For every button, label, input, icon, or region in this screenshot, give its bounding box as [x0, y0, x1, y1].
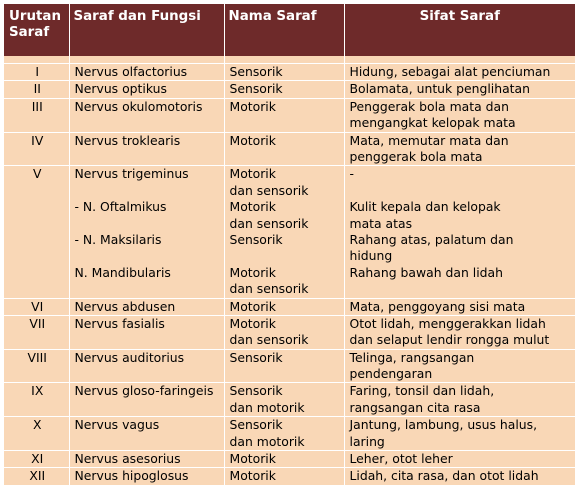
nerve-description-line: penggerak bola mata	[349, 148, 483, 164]
nerve-description-line: Rahang bawah dan lidah	[349, 264, 503, 280]
nerve-number: IX	[4, 383, 69, 417]
nerve-name-line: Nervus hipoglosus	[74, 468, 189, 484]
nerve-number: XI	[4, 451, 69, 468]
nerve-description-cell	[344, 383, 575, 417]
nerve-description-line: hidung	[349, 248, 393, 264]
nerve-name-cell	[69, 349, 224, 383]
nerve-name-line	[75, 434, 221, 450]
nerve-table-container	[4, 4, 575, 497]
nerve-type-line: Motorik	[229, 451, 276, 467]
spacer-cell	[344, 56, 575, 64]
nerve-type-cell	[224, 468, 344, 485]
nerve-name-cell	[69, 468, 224, 485]
nerve-type-line: Motorik	[229, 468, 276, 484]
nerve-description-line: -	[349, 166, 354, 182]
header-urutan-line1: Urutan	[9, 9, 61, 24]
header-nama-saraf: Nama Saraf	[224, 4, 344, 56]
nerve-type-cell	[224, 417, 344, 451]
nerve-description-line: Lidah, cita rasa, dan otot lidah	[349, 468, 539, 484]
nerve-name-line: Nervus abdusen	[74, 298, 176, 314]
nerve-name-line	[75, 366, 221, 382]
nerve-name-line	[75, 216, 221, 232]
nerve-type-line: Sensorik	[229, 383, 283, 399]
table-row	[4, 315, 575, 349]
table-row	[4, 451, 575, 468]
table-row	[4, 349, 575, 383]
nerve-number: XII	[4, 468, 69, 485]
nerve-name-cell	[69, 383, 224, 417]
nerve-name-line: Nervus okulomotoris	[74, 98, 203, 114]
spacer-cell	[224, 56, 344, 64]
nerve-name-line: N. Mandibularis	[74, 264, 171, 280]
nerve-number: I	[4, 64, 69, 81]
nerve-description-line: Penggerak bola mata dan	[349, 98, 509, 114]
nerve-name-line	[75, 149, 221, 165]
header-urutan-line2: Saraf	[9, 25, 50, 41]
nerve-description-cell	[344, 451, 575, 468]
nerve-number: IV	[4, 132, 69, 166]
nerve-type-line: Motorik	[229, 132, 276, 148]
spacer-cell	[69, 56, 224, 64]
nerve-type-line: Motorik	[229, 98, 276, 114]
nerve-number: VII	[4, 315, 69, 349]
nerve-type-line	[230, 248, 341, 264]
nerve-description-line: dan selaput lendir rongga mulut	[349, 332, 550, 348]
nerve-type-line: Motorik	[229, 166, 276, 182]
nerve-name-cell	[69, 298, 224, 315]
nerve-description-cell	[344, 349, 575, 383]
nerve-name-line: Nervus fasialis	[74, 315, 165, 331]
nerve-number: V	[4, 166, 69, 298]
nerve-type-line	[230, 366, 341, 382]
nerve-type-line: Sensorik	[229, 349, 283, 365]
nerve-description-cell	[344, 64, 575, 81]
nerve-type-cell	[224, 132, 344, 166]
nerve-type-line: Sensorik	[229, 64, 283, 79]
table-row	[4, 468, 575, 485]
nerve-description-cell	[344, 132, 575, 166]
table-row	[4, 64, 575, 81]
table-row	[4, 132, 575, 166]
nerve-type-line: dan sensorik	[229, 332, 309, 348]
nerve-type-line: dan motorik	[229, 433, 305, 449]
nerve-description-cell	[344, 81, 575, 98]
nerve-description-line: Mata, memutar mata dan	[349, 132, 509, 148]
nerve-name-cell	[69, 451, 224, 468]
header-urutan-saraf	[4, 4, 69, 56]
nerve-type-line	[230, 115, 341, 131]
nerve-type-line: dan sensorik	[229, 182, 309, 198]
table-row	[4, 383, 575, 417]
spacer-cell	[4, 56, 69, 64]
nerve-type-line: Sensorik	[229, 231, 283, 247]
nerve-description-line: Faring, tonsil dan lidah,	[349, 383, 495, 399]
nerve-name-line	[75, 281, 221, 297]
nerve-description-cell	[344, 166, 575, 298]
nerve-number: X	[4, 417, 69, 451]
header-saraf-dan-fungsi: Saraf dan Fungsi	[69, 4, 224, 56]
nerve-description-line: mengangkat kelopak mata	[349, 115, 516, 131]
nerve-description-line: laring	[349, 433, 385, 449]
nerve-name-line: - N. Oftalmikus	[74, 199, 167, 215]
nerve-description-line: Hidung, sebagai alat penciuman	[349, 64, 551, 79]
nerve-type-line: Sensorik	[229, 417, 283, 433]
nerve-description-cell	[344, 315, 575, 349]
nerve-type-line: Motorik	[229, 298, 276, 314]
nerve-description-line: Otot lidah, menggerakkan lidah	[349, 315, 546, 331]
nerve-type-cell	[224, 64, 344, 81]
nerve-name-line: Nervus troklearis	[74, 132, 181, 148]
nerve-description-cell	[344, 468, 575, 485]
table-header-row	[4, 4, 575, 56]
nerve-name-cell	[69, 315, 224, 349]
nerve-number: III	[4, 98, 69, 132]
nerve-type-cell	[224, 349, 344, 383]
nerve-name-cell	[69, 81, 224, 98]
nerve-type-cell	[224, 451, 344, 468]
nerve-description-cell	[344, 98, 575, 132]
nerve-type-line: Motorik	[229, 264, 276, 280]
nerve-name-line: Nervus trigeminus	[74, 166, 189, 182]
nerve-description-cell	[344, 417, 575, 451]
nerve-type-line: Motorik	[229, 315, 276, 331]
nerve-type-cell	[224, 98, 344, 132]
nerve-type-cell	[224, 298, 344, 315]
nerve-description-line: mata atas	[349, 215, 413, 231]
nerve-name-line: Nervus gloso-faringeis	[74, 383, 214, 399]
nerve-number: VI	[4, 298, 69, 315]
nerve-description-line	[350, 183, 573, 199]
nerve-description-line: rangsangan cita rasa	[349, 399, 481, 415]
table-row	[4, 417, 575, 451]
nerve-description-line: Telinga, rangsangan	[349, 349, 475, 365]
nerve-description-line: pendengaran	[349, 366, 433, 382]
header-sifat-saraf: Sifat Saraf	[344, 4, 575, 56]
nerve-description-line: Leher, otot leher	[349, 451, 453, 467]
nerve-name-line: Nervus optikus	[74, 81, 167, 97]
cranial-nerves-table	[4, 4, 575, 486]
nerve-description-line: Mata, penggoyang sisi mata	[349, 298, 526, 314]
nerve-description-line: Kulit kepala dan kelopak	[349, 199, 501, 215]
nerve-name-line	[75, 332, 221, 348]
nerve-description-line: Bolamata, untuk penglihatan	[349, 81, 530, 97]
nerve-name-line	[75, 248, 221, 264]
nerve-type-line: Motorik	[229, 199, 276, 215]
nerve-description-line: Jantung, lambung, usus halus,	[349, 417, 538, 433]
nerve-type-cell	[224, 81, 344, 98]
nerve-name-line: - N. Maksilaris	[74, 231, 162, 247]
table-row	[4, 81, 575, 98]
table-row	[4, 166, 575, 298]
nerve-type-line: dan sensorik	[229, 215, 309, 231]
nerve-name-cell	[69, 132, 224, 166]
nerve-type-line	[230, 149, 341, 165]
nerve-name-line	[75, 183, 221, 199]
nerve-name-line: Nervus asesorius	[74, 451, 181, 467]
nerve-type-line: Sensorik	[229, 81, 283, 97]
nerve-name-cell	[69, 417, 224, 451]
nerve-number: II	[4, 81, 69, 98]
nerve-number: VIII	[4, 349, 69, 383]
nerve-name-line: Nervus vagus	[74, 417, 160, 433]
nerve-type-cell	[224, 166, 344, 298]
nerve-name-cell	[69, 64, 224, 81]
nerve-name-line	[75, 115, 221, 131]
nerve-description-line	[350, 281, 573, 297]
nerve-name-line	[75, 400, 221, 416]
nerve-type-line: dan motorik	[229, 399, 305, 415]
nerve-type-cell	[224, 315, 344, 349]
nerve-name-cell	[69, 98, 224, 132]
table-row	[4, 298, 575, 315]
nerve-description-line: Rahang atas, palatum dan	[349, 231, 514, 247]
nerve-type-line: dan sensorik	[229, 281, 309, 297]
nerve-type-cell	[224, 383, 344, 417]
nerve-name-line: Nervus auditorius	[74, 349, 185, 365]
table-row	[4, 98, 575, 132]
nerve-name-line: Nervus olfactorius	[74, 64, 188, 79]
nerve-description-cell	[344, 298, 575, 315]
nerve-name-cell	[69, 166, 224, 298]
spacer-row	[4, 56, 575, 64]
